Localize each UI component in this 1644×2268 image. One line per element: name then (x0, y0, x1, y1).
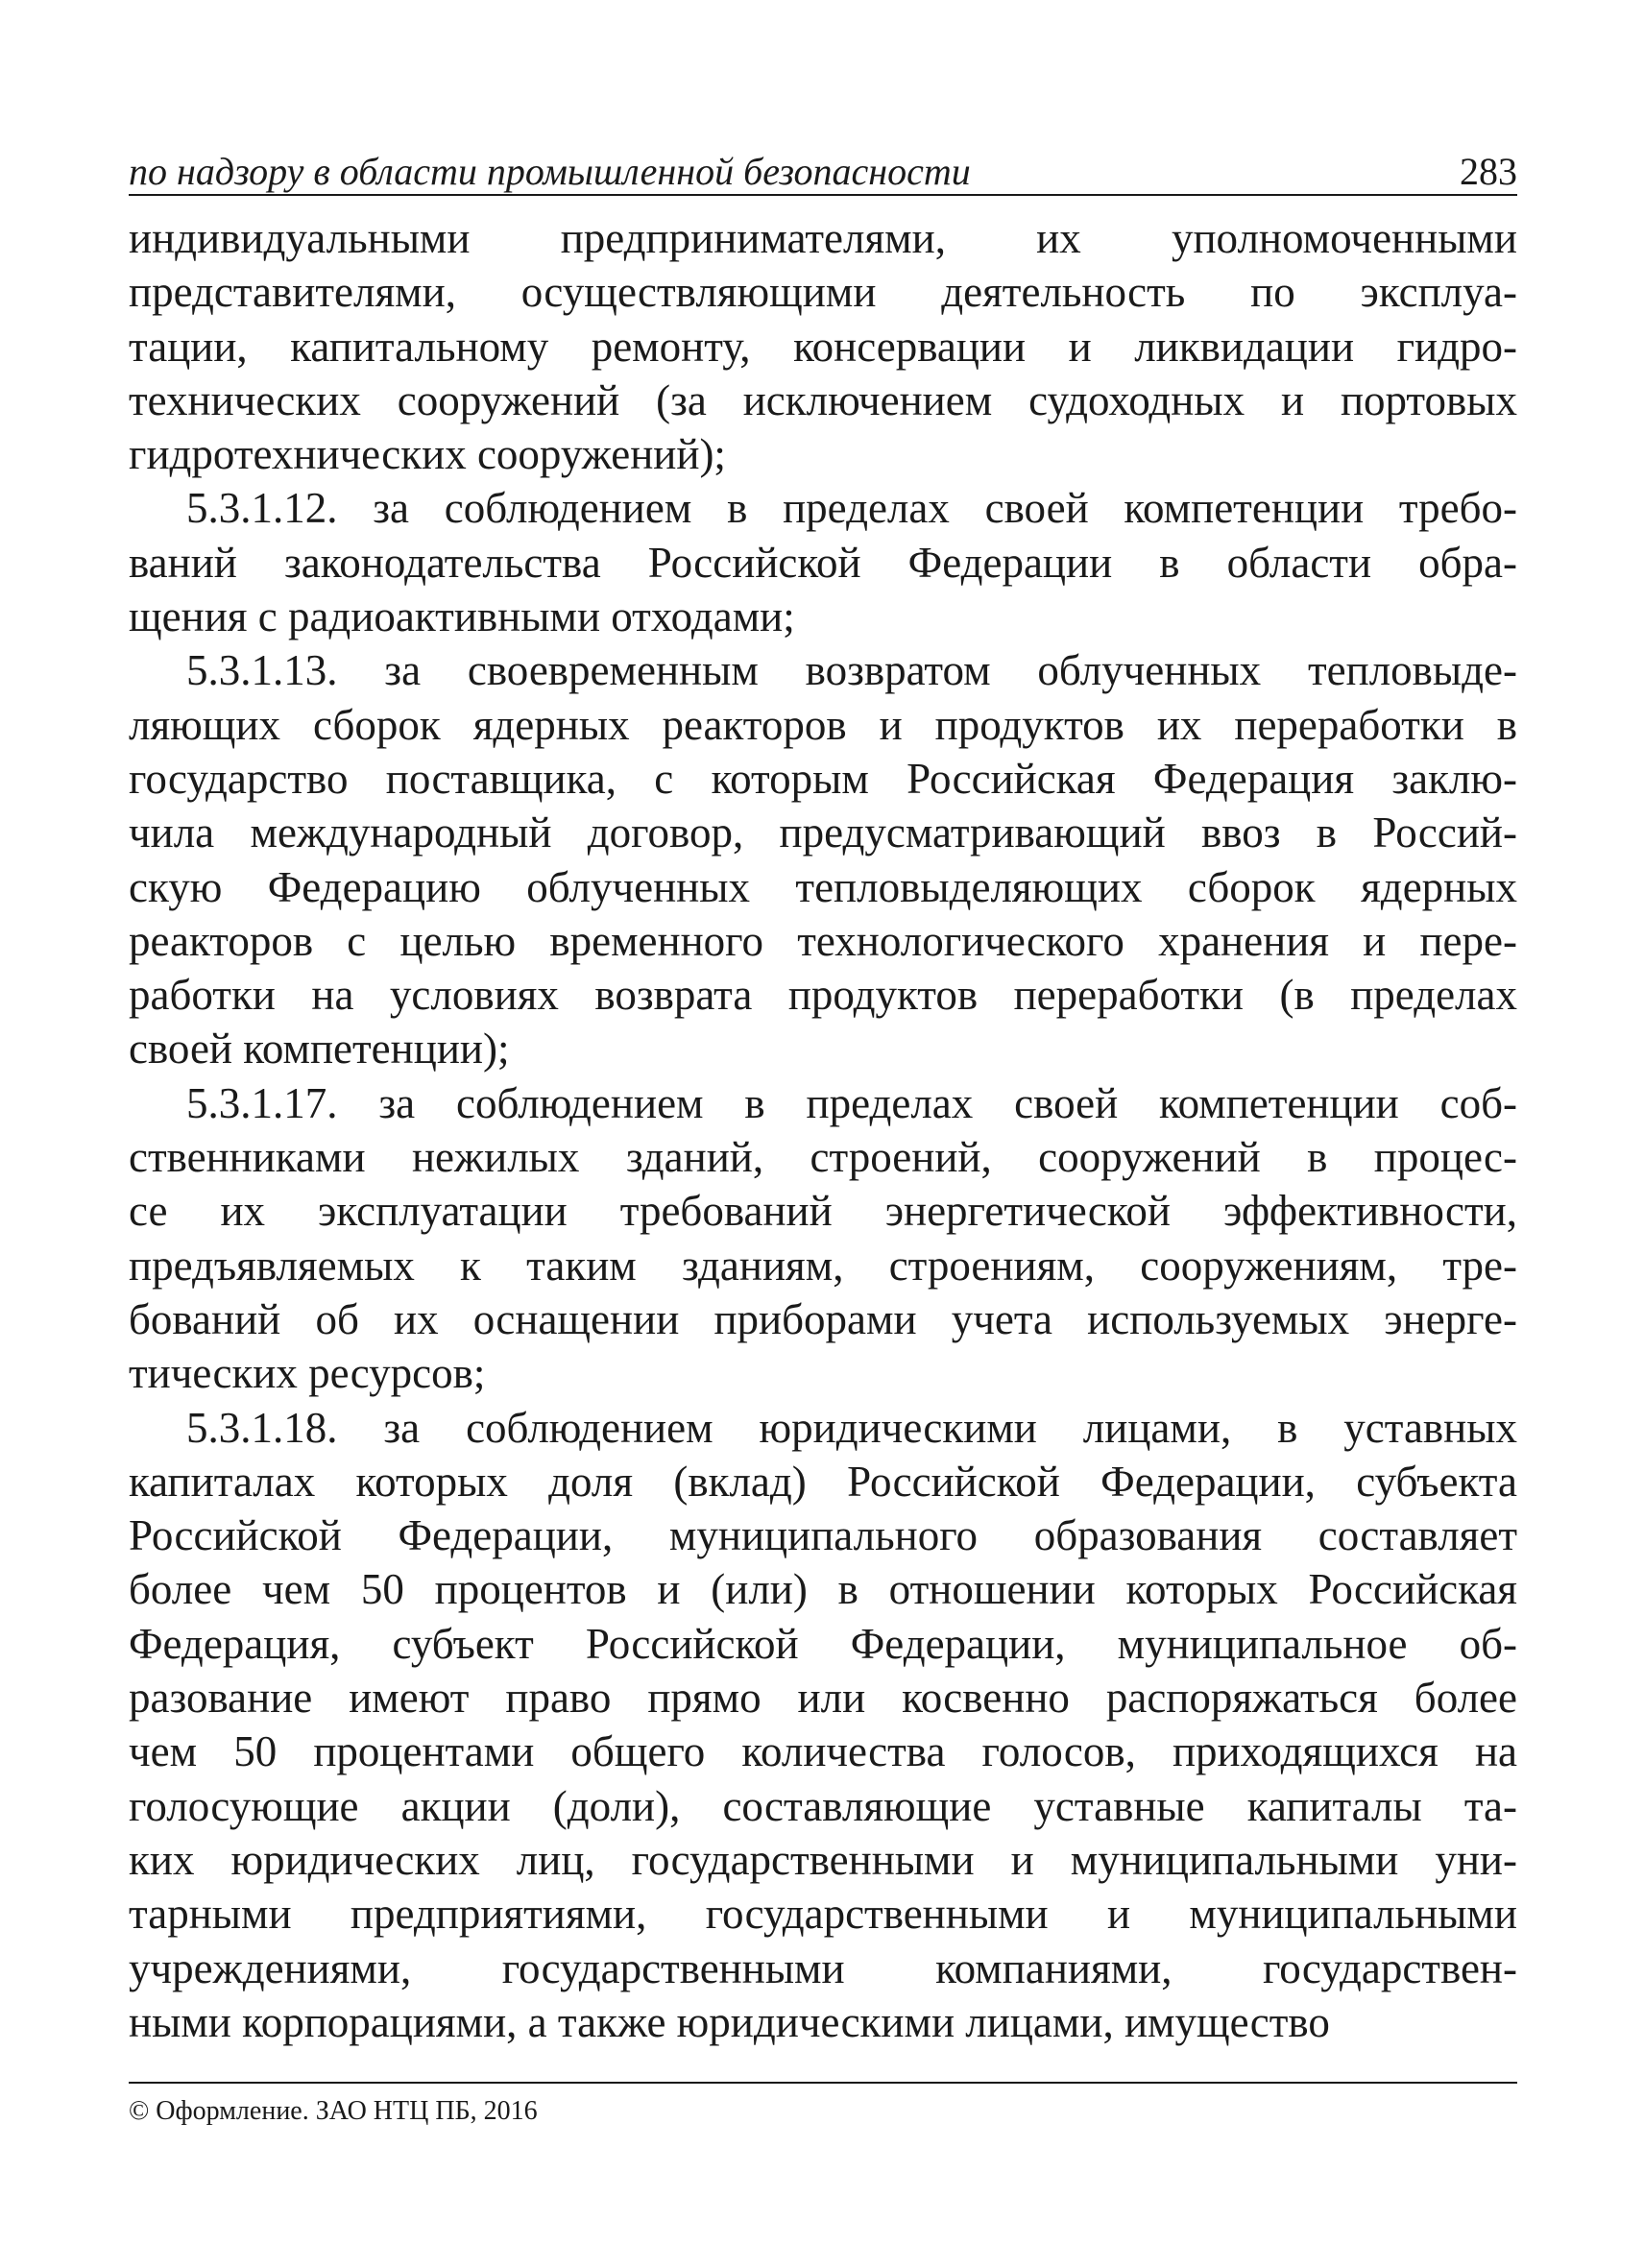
paragraph (129, 643, 1517, 1075)
text-line: ких юридических лиц, государственными и муниципальными уни- (129, 1835, 1517, 1884)
text-line: ляющих сборок ядерных реакторов и продуктов их переработки в (129, 700, 1517, 749)
text-line: учреждениями, государственными компаниями, государствен- (129, 1943, 1517, 1992)
text-line: чила международный договор, предусматривающий ввоз в Россий- (129, 808, 1517, 857)
text-line: Федерация, субъект Российской Федерации, муниципальное об- (129, 1619, 1517, 1668)
text-line: государство поставщика, с которым Российская Федерация заклю- (129, 754, 1517, 803)
text-line: 5.3.1.17. за соблюдением в пределах своей компетенции соб- (186, 1078, 1517, 1127)
text-line: представителями, осуществляющими деятельность по эксплуа- (129, 268, 1517, 317)
text-line: скую Федерацию облученных тепловыделяющих сборок ядерных (129, 862, 1517, 911)
paragraph (129, 1401, 1517, 2050)
text-line: щения с радиоактивными отходами; (129, 592, 795, 641)
header-title: по надзору в области промышленной безопасности (129, 150, 971, 193)
text-line: технических сооружений (за исключением судоходных и портовых (129, 375, 1517, 424)
text-line: работки на условиях возврата продуктов переработки (в пределах (129, 971, 1517, 1020)
paragraph (129, 1076, 1517, 1401)
text-line: более чем 50 процентов и (или) в отношении которых Российская (129, 1565, 1517, 1614)
text-line: реакторов с целью временного технологического хранения и пере- (129, 916, 1517, 965)
body-text (129, 211, 1517, 2049)
page-number: 283 (1460, 150, 1517, 193)
text-line: ственниками нежилых зданий, строений, сооружений в процес- (129, 1133, 1517, 1182)
text-line: разование имеют право прямо или косвенно распоряжаться более (129, 1674, 1517, 1723)
text-line: чем 50 процентами общего количества голосов, приходящихся на (129, 1727, 1517, 1776)
text-line: своей компетенции); (129, 1025, 510, 1074)
footer-copyright: © Оформление. ЗАО НТЦ ПБ, 2016 (129, 2096, 538, 2126)
header-rule (129, 194, 1517, 196)
text-line: 5.3.1.12. за соблюдением в пределах своей компетенции требо- (186, 484, 1517, 533)
text-line: се их эксплуатации требований энергетической эффективности, (129, 1187, 1517, 1236)
text-line: 5.3.1.13. за своевременным возвратом облученных тепловыде- (186, 646, 1517, 695)
text-line: предъявляемых к таким зданиям, строениям, сооружениям, тре- (129, 1241, 1517, 1290)
text-line: тации, капитальному ремонту, консервации и ликвидации гидро- (129, 322, 1517, 371)
text-line: 5.3.1.18. за соблюдением юридическими лицами, в уставных (186, 1403, 1517, 1452)
text-line: капиталах которых доля (вклад) Российской Федерации, субъекта (129, 1457, 1517, 1506)
text-line: ваний законодательства Российской Федерации в области обра- (129, 538, 1517, 587)
footer-rule (129, 2082, 1517, 2084)
text-line: гидротехнических сооружений); (129, 430, 726, 479)
paragraph (129, 481, 1517, 643)
text-line: ными корпорациями, а также юридическими лицами, имущество (129, 1997, 1330, 2046)
text-line: Российской Федерации, муниципального образования составляет (129, 1511, 1517, 1560)
text-line: индивидуальными предпринимателями, их уполномоченными (129, 214, 1517, 262)
text-line: тических ресурсов; (129, 1349, 486, 1398)
text-line: бований об их оснащении приборами учета используемых энерге- (129, 1294, 1517, 1343)
paragraph (129, 211, 1517, 481)
text-line: голосующие акции (доли), составляющие уставные капиталы та- (129, 1781, 1517, 1830)
text-line: тарными предприятиями, государственными и муниципальными (129, 1890, 1517, 1939)
